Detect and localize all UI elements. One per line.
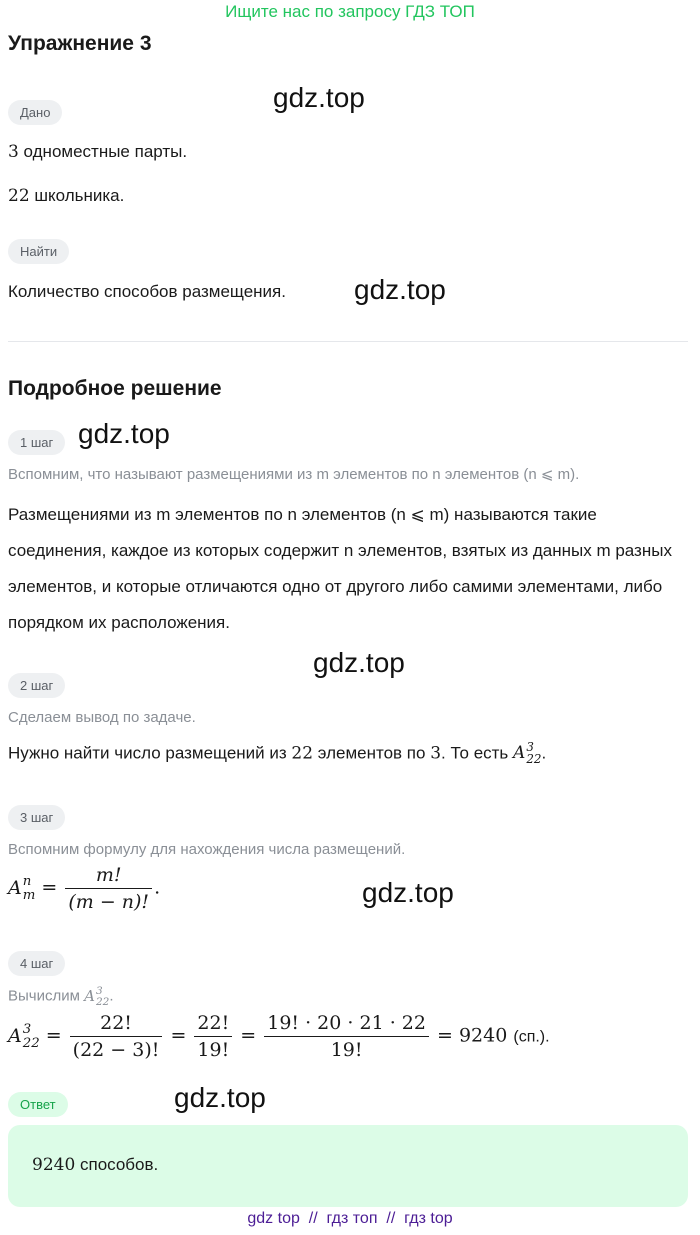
footer-links: gdz top // гдз топ // гдз top (247, 1210, 453, 1227)
watermark: gdz.top (362, 877, 454, 908)
watermark: gdz.top (354, 274, 446, 305)
fraction: $\frac{m!}{(m - n)!}$ (65, 864, 152, 913)
step-4-hint: Вычислим A 3 22 . (8, 985, 114, 1008)
given-line-1-text: одноместные парты. (18, 142, 188, 161)
step-4-badge (8, 951, 65, 976)
section-divider (8, 341, 688, 342)
step-2-badge (8, 673, 65, 698)
step-2-text: Нужно найти число размещений из 22 элементов по 3. То есть A 3 22 . (8, 740, 547, 766)
find-badge (8, 239, 69, 264)
given-line-2 (8, 186, 124, 206)
step-1-text: Размещениями из m элементов по n элементов (n ⩽ m) называются такие соединения, каждое из которых содержит n элементов, взятых из данных m разных элементов, и которые отличаются одно от другого либо самими элементами, либо порядком их расположения. (8, 505, 672, 632)
step-3-hint: Вспомним формулу для нахождения числа размещений. (8, 841, 406, 858)
fraction: $\frac{19! \cdot 20 \cdot 21 \cdot 22}{19!}$ (264, 1012, 429, 1061)
step-2-text-b: элементов по (313, 743, 431, 763)
given-line-1-number: 3 (8, 142, 19, 162)
step-2-number-a: 22 (291, 743, 314, 764)
step-2-number-b: 3 (430, 743, 442, 764)
watermark: gdz.top (313, 647, 405, 678)
solution-title: Подробное решение (8, 377, 222, 400)
step-2-label: 2 шаг (8, 673, 65, 698)
given-line-2-number: 22 (8, 186, 30, 206)
watermark: gdz.top (78, 418, 170, 449)
given-badge (8, 100, 62, 125)
answer-label: Ответ (8, 1092, 68, 1117)
page-title: Упражнение 3 (8, 32, 152, 55)
answer-number: 9240 (32, 1155, 76, 1175)
step-1-label: 1 шаг (8, 430, 65, 455)
step-3-formula: A n m = $\frac{m!}{(m - n)!}$ . (8, 864, 161, 913)
step-1-badge (8, 430, 65, 455)
step-3-badge (8, 805, 65, 830)
step-1-hint: Вспомним, что называют размещениями из m элементов по n элементов (n ⩽ m). (8, 466, 580, 483)
watermark: gdz.top (273, 82, 365, 113)
step-4-hint-text: Вычислим (8, 987, 85, 1005)
find-text: Количество способов размещения. (8, 282, 286, 301)
step-2-formula: A 3 22 (513, 740, 542, 766)
watermark: gdz.top (174, 1082, 266, 1113)
step-2-text-a: Нужно найти число размещений из (8, 743, 292, 763)
find-label: Найти (8, 239, 69, 264)
step-2-text-c: . То есть (441, 743, 514, 763)
given-line-2-text: школьника. (29, 186, 125, 205)
step-4-formula: A 3 22 = $\frac{22!}{(22 - 3)!}$ = $\frac{22!}{19!}$ = $\frac{19! \cdot 20 \cdot 21 \cdot 22}{19!}$ = 9240 (сп.). (8, 1012, 550, 1061)
answer-text (32, 1155, 158, 1175)
top-banner: Ищите нас по запросу ГДЗ ТОП (225, 2, 475, 21)
step-3-label: 3 шаг (8, 805, 65, 830)
fraction: $\frac{22!}{19!}$ (194, 1012, 232, 1061)
answer-box (8, 1125, 688, 1207)
given-line-1 (8, 142, 187, 162)
step-4-label: 4 шаг (8, 951, 65, 976)
step-2-hint: Сделаем вывод по задаче. (8, 709, 196, 726)
answer-suffix: способов. (75, 1155, 159, 1174)
fraction: $\frac{22!}{(22 - 3)!}$ (70, 1012, 163, 1061)
answer-badge (8, 1092, 68, 1117)
given-label: Дано (8, 100, 62, 125)
